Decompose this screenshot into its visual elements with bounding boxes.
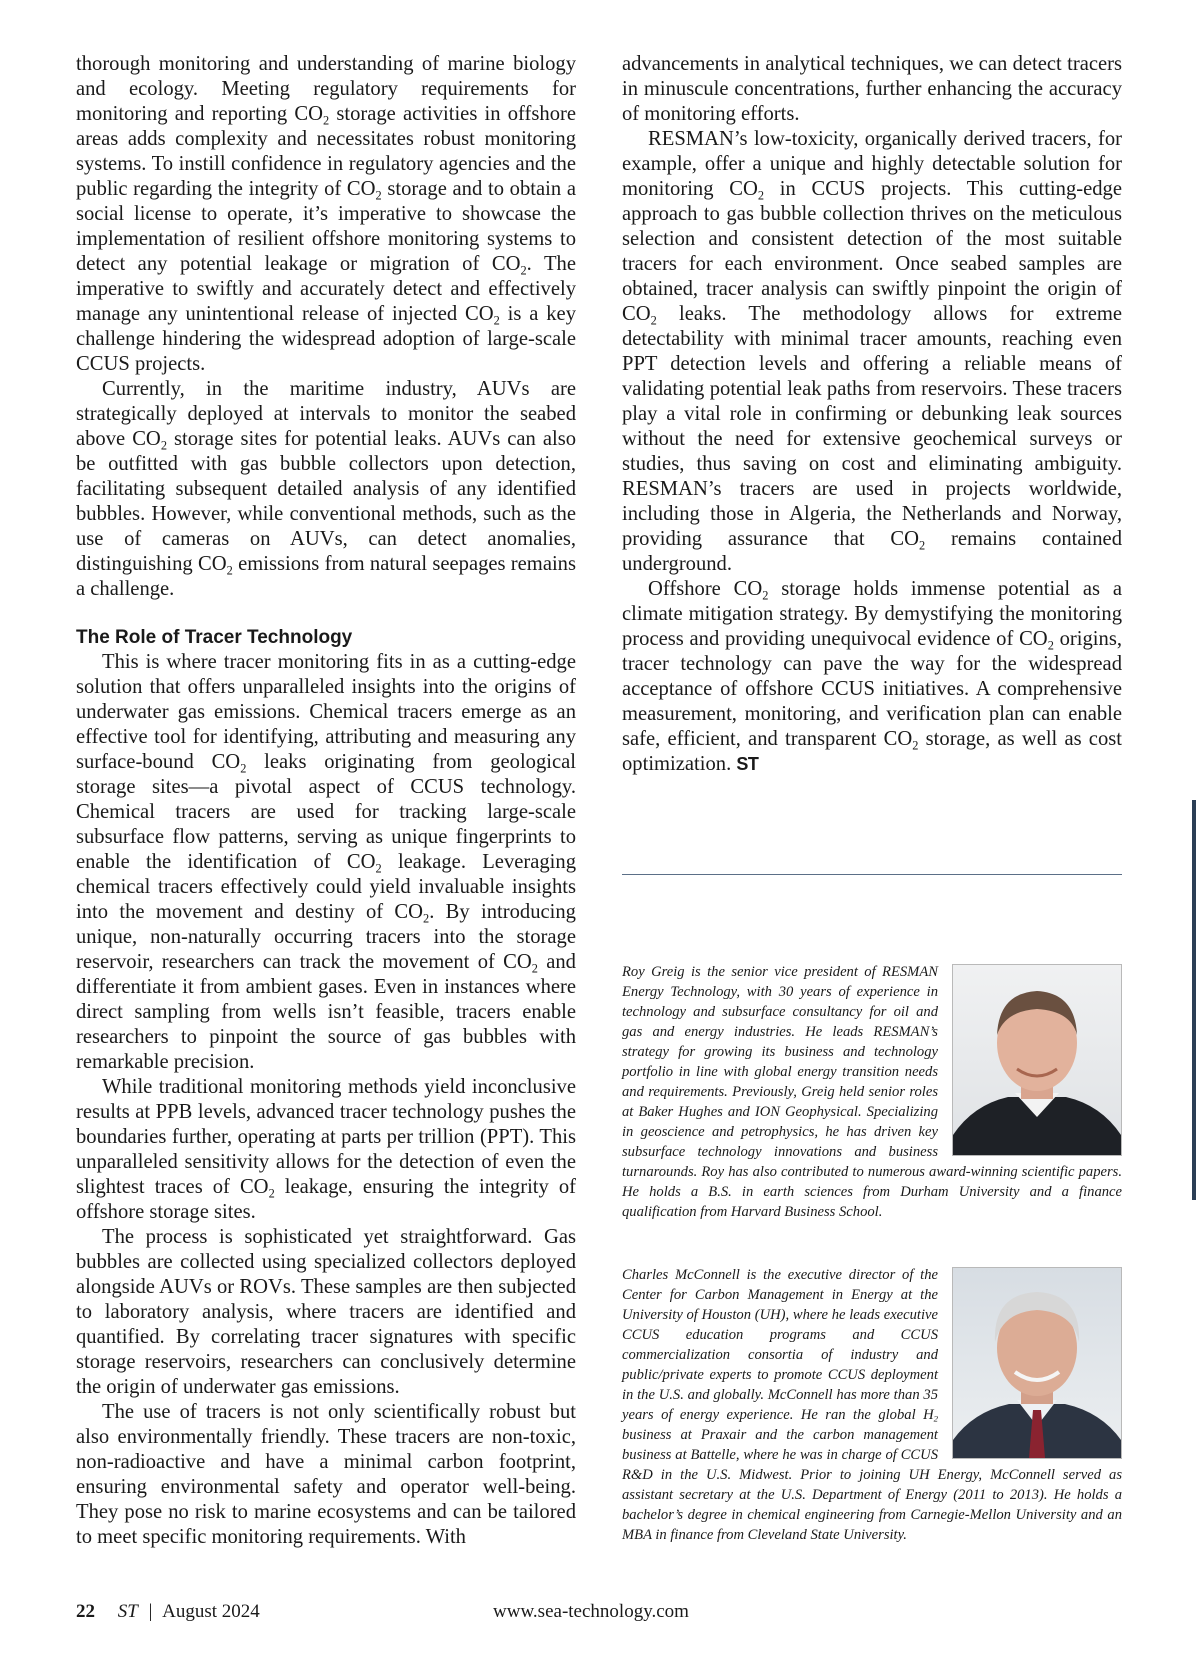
section-divider xyxy=(622,874,1122,875)
magazine-name: ST xyxy=(117,1601,138,1622)
article-left-column xyxy=(76,52,576,1550)
issue-date: August 2024 xyxy=(162,1601,260,1622)
author-photo-mcconnell xyxy=(952,1267,1122,1459)
portrait-image xyxy=(953,965,1121,1155)
article-right-column xyxy=(622,52,1122,777)
author-bio-greig xyxy=(622,962,1122,1222)
bio-text: Charles McConnell is the executive director of the Center for Carbon Management in Energy at the University of Houston (UH), where he leads executive CCUS education programs and CCUS commercialization consortia of industry and public/private experts to promote CCUS deployment in the U.S. and globally. McConnell has more than 35 years of energy experience. He ran the global $H_2$ business at Praxair and the carbon management business at Battelle, where he was in charge of CCUS R&D in the U.S. Midwest. Prior to joining UH Energy, McConnell served as assistant secretary at the U.S. Department of Energy (2011 to 2013). He holds a bachelor’s degree in chemical engineering from Carnegie-Mellon University and an MBA in finance from Cleveland State University. xyxy=(622,1267,1122,1543)
website-link[interactable]: www.sea-technology.com xyxy=(493,1601,689,1622)
page-edge-bar xyxy=(1192,800,1196,1200)
bio-text: Roy Greig is the senior vice president of RESMAN Energy Technology, with 30 years of experience in technology and subsurface consultancy for oil and gas and energy industries. He leads RESMAN’s strategy for growing its business and technology portfolio in line with global energy transition needs and requirements. Previously, Greig held senior roles at Baker Hughes and ION Geophysical. Specializing in geoscience and petrophysics, he has driven key subsurface technology innovations and business turnarounds. Roy has also contributed to numerous award-winning scientific papers. He holds a B.S. in earth sciences from Durham University and a finance qualification from Harvard Business School. xyxy=(622,964,1122,1220)
paragraph: thorough monitoring and understanding of marine biology and ecology. Meeting regulatory requirements for monitoring and reporting $CO_2$ storage activities in offshore areas adds complexity and necessitates robust monitoring systems. To instill confidence in regulatory agencies and the public regarding the integrity of $CO_2$ storage and to obtain a social license to operate, it’s imperative to showcase the implementation of resilient offshore monitoring systems to detect any potential leakage or migration of $CO_2$. The imperative to swiftly and accurately detect and effectively manage any unintentional release of injected $CO_2$ is a key challenge hindering the widespread adoption of large-scale CCUS projects. xyxy=(76,53,576,375)
author-photo-greig xyxy=(952,964,1122,1156)
author-bio-mcconnell xyxy=(622,1265,1122,1545)
st-end-mark: ST xyxy=(736,754,759,774)
paragraph: RESMAN’s low-toxicity, organically derived tracers, for example, offer a unique and highly detectable solution for monitoring $CO_2$ in CCUS projects. This cutting-edge approach to gas bubble collection thrives on the meticulous selection and consistent detection of the most suitable tracers for each environment. Once seabed samples are obtained, tracer analysis can swiftly pinpoint the origin of $CO_2$ leaks. The methodology allows for extreme detectability with minimal tracer amounts, reaching even PPT detection levels and offering a reliable means of validating potential leak paths from reservoirs. These tracers play a vital role in confirming or debunking leak sources without the need for extensive geochemical surveys or studies, thus saving on cost and eliminating ambiguity. RESMAN’s tracers are used in projects worldwide, including those in Algeria, the Netherlands and Norway, providing assurance that $CO_2$ remains contained underground. xyxy=(622,128,1122,575)
paragraph: Currently, in the maritime industry, AUVs are strategically deployed at intervals to monitor the seabed above $CO_2$ storage sites for potential leaks. AUVs can also be outfitted with gas bubble collectors upon detection, facilitating subsequent detailed analysis of any identified bubbles. However, while conventional methods, such as the use of cameras on AUVs, can detect anomalies, distinguishing $CO_2$ emissions from natural seepages remains a challenge. xyxy=(76,378,577,600)
portrait-image xyxy=(953,1268,1121,1458)
page-number: 22 xyxy=(76,1601,95,1622)
paragraph: advancements in analytical techniques, we can detect tracers in minuscule concentrations, further enhancing the accuracy of monitoring efforts. xyxy=(622,53,1122,125)
page-footer xyxy=(76,1601,1126,1623)
paragraph: Offshore $CO_2$ storage holds immense potential as a climate mitigation strategy. By demystifying the monitoring process and providing unequivocal evidence of $CO_2$ origins, tracer technology can pave the way for the widespread acceptance of offshore CCUS initiatives. A comprehensive measurement, monitoring, and verification plan can enable safe, efficient, and transparent $CO_2$ storage, as well as cost optimization. ST xyxy=(622,578,1122,775)
paragraph: The use of tracers is not only scientifically robust but also environmentally friendly. These tracers are non-toxic, non-radioactive and have a minimal carbon footprint, ensuring environmental safety and operator well-being. They pose no risk to marine ecosystems and can be tailored to meet specific monitoring requirements. With xyxy=(76,1401,576,1548)
paragraph: While traditional monitoring methods yield inconclusive results at PPB levels, advanced tracer technology pushes the boundaries further, operating at parts per trillion (PPT). This unparalleled sensitivity allows for the detection of even the slightest traces of $CO_2$ leakage, ensuring the integrity of offshore storage sites. xyxy=(76,1076,577,1223)
footer-separator: | xyxy=(148,1601,153,1622)
paragraph: The process is sophisticated yet straightforward. Gas bubbles are collected using specialized collectors deployed alongside AUVs or ROVs. These samples are then subjected to laboratory analysis, where tracers are identified and quantified. By correlating tracer signatures with specific storage reservoirs, researchers can conclusively determine the origin of underwater gas emissions. xyxy=(76,1226,576,1398)
paragraph: This is where tracer monitoring fits in as a cutting-edge solution that offers unparalleled insights into the origins of underwater gas emissions. Chemical tracers emerge as an effective tool for identifying, attributing and measuring any surface-bound $CO_2$ leaks originating from geological storage sites—a pivotal aspect of CCUS technology. Chemical tracers are used for tracking large-scale subsurface flow patterns, serving as unique fingerprints to enable the identification of $CO_2$ leakage. Leveraging chemical tracers effectively could yield invaluable insights into the movement and destiny of $CO_2$. By introducing unique, non-naturally occurring tracers into the storage reservoir, researchers can track the movement of $CO_2$ and differentiate it from ambient gases. Even in instances where direct sampling from wells isn’t feasible, tracers enable researchers to pinpoint the source of gas bubbles with remarkable precision. xyxy=(76,651,576,1073)
section-heading: The Role of Tracer Technology xyxy=(76,627,353,648)
